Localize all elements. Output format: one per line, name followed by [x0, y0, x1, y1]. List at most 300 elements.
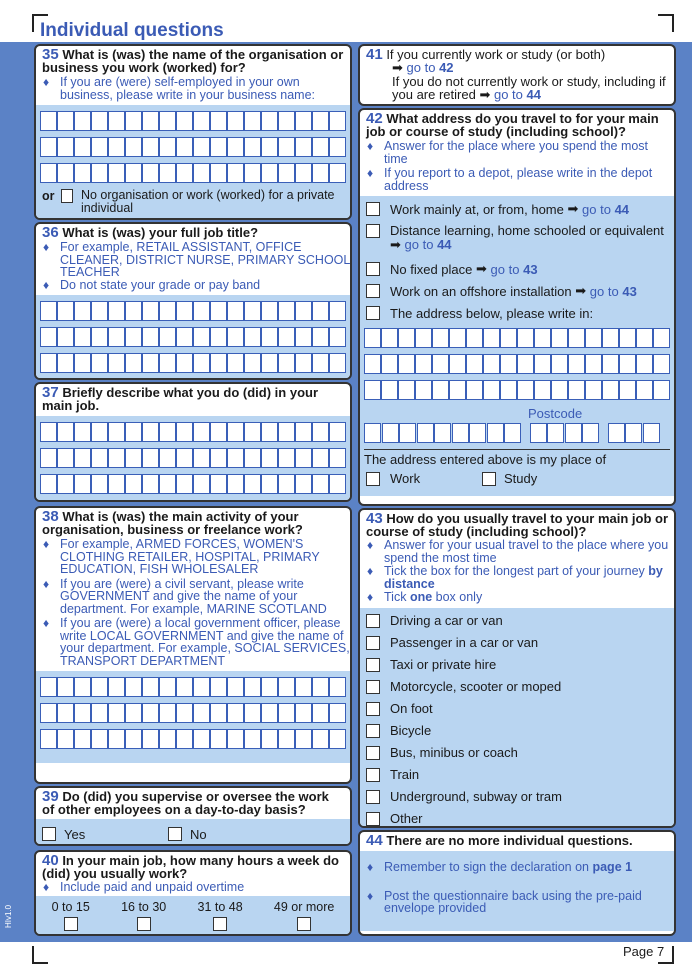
study-checkbox[interactable]: [482, 472, 496, 486]
character-box[interactable]: [547, 423, 564, 443]
character-box[interactable]: [312, 729, 329, 749]
character-box[interactable]: [483, 354, 500, 374]
character-box[interactable]: [625, 423, 642, 443]
character-box[interactable]: [193, 448, 210, 468]
character-box[interactable]: [261, 703, 278, 723]
character-box[interactable]: [227, 111, 244, 131]
character-box[interactable]: [415, 354, 432, 374]
character-box[interactable]: [159, 327, 176, 347]
character-box[interactable]: [568, 380, 585, 400]
character-box[interactable]: [57, 163, 74, 183]
character-box[interactable]: [398, 328, 415, 348]
character-box[interactable]: [57, 703, 74, 723]
character-box[interactable]: [108, 137, 125, 157]
character-box[interactable]: [91, 729, 108, 749]
character-box[interactable]: [125, 729, 142, 749]
character-box[interactable]: [244, 327, 261, 347]
character-box[interactable]: [483, 328, 500, 348]
checkbox[interactable]: [366, 262, 380, 276]
character-box[interactable]: [312, 677, 329, 697]
character-box[interactable]: [125, 327, 142, 347]
character-box[interactable]: [74, 301, 91, 321]
character-box[interactable]: [176, 422, 193, 442]
character-box[interactable]: [57, 301, 74, 321]
character-box[interactable]: [329, 111, 346, 131]
character-box[interactable]: [329, 422, 346, 442]
character-box[interactable]: [125, 111, 142, 131]
character-box[interactable]: [40, 327, 57, 347]
character-box[interactable]: [602, 328, 619, 348]
character-box[interactable]: [40, 163, 57, 183]
character-box[interactable]: [142, 137, 159, 157]
character-box[interactable]: [261, 677, 278, 697]
checkbox[interactable]: [366, 746, 380, 760]
character-box[interactable]: [74, 677, 91, 697]
character-box[interactable]: [159, 353, 176, 373]
option-address-below[interactable]: The address below, please write in:: [360, 302, 674, 324]
character-box[interactable]: [74, 422, 91, 442]
character-box[interactable]: [57, 448, 74, 468]
character-box[interactable]: [551, 354, 568, 374]
character-box[interactable]: [295, 301, 312, 321]
character-box[interactable]: [176, 301, 193, 321]
travel-option[interactable]: Passenger in a car or van: [360, 632, 674, 654]
character-box[interactable]: [91, 163, 108, 183]
character-box[interactable]: [312, 327, 329, 347]
character-box[interactable]: [159, 703, 176, 723]
character-box[interactable]: [227, 163, 244, 183]
character-box[interactable]: [312, 703, 329, 723]
character-box[interactable]: [568, 328, 585, 348]
character-box[interactable]: [329, 327, 346, 347]
character-box[interactable]: [295, 729, 312, 749]
character-box[interactable]: [40, 474, 57, 494]
character-box[interactable]: [278, 703, 295, 723]
character-box[interactable]: [244, 677, 261, 697]
character-box[interactable]: [487, 423, 504, 443]
character-box[interactable]: [278, 677, 295, 697]
character-box[interactable]: [108, 729, 125, 749]
write-in-row[interactable]: [36, 703, 350, 723]
character-box[interactable]: [40, 448, 57, 468]
option-distance-learning[interactable]: Distance learning, home schooled or equivalent ➡ go to 44: [360, 220, 674, 254]
character-box[interactable]: [312, 111, 329, 131]
character-box[interactable]: [534, 380, 551, 400]
character-box[interactable]: [125, 422, 142, 442]
character-box[interactable]: [432, 328, 449, 348]
character-box[interactable]: [295, 137, 312, 157]
character-box[interactable]: [159, 448, 176, 468]
character-box[interactable]: [159, 422, 176, 442]
work-checkbox[interactable]: [366, 472, 380, 486]
checkbox[interactable]: [366, 812, 380, 826]
character-box[interactable]: [210, 474, 227, 494]
character-box[interactable]: [176, 163, 193, 183]
character-box[interactable]: [329, 474, 346, 494]
character-box[interactable]: [398, 380, 415, 400]
character-box[interactable]: [159, 474, 176, 494]
hours-option[interactable]: 16 to 30: [121, 900, 166, 936]
character-box[interactable]: [278, 163, 295, 183]
checkbox[interactable]: [366, 702, 380, 716]
character-box[interactable]: [142, 111, 159, 131]
character-box[interactable]: [125, 301, 142, 321]
travel-option[interactable]: Bicycle: [360, 720, 674, 742]
travel-option[interactable]: Other: [360, 808, 674, 829]
checkbox[interactable]: [366, 284, 380, 298]
character-box[interactable]: [602, 354, 619, 374]
character-box[interactable]: [125, 163, 142, 183]
character-box[interactable]: [142, 422, 159, 442]
character-box[interactable]: [619, 354, 636, 374]
checkbox[interactable]: [366, 614, 380, 628]
character-box[interactable]: [193, 677, 210, 697]
character-box[interactable]: [329, 163, 346, 183]
character-box[interactable]: [142, 301, 159, 321]
write-in-row[interactable]: [36, 111, 350, 131]
character-box[interactable]: [159, 111, 176, 131]
character-box[interactable]: [329, 137, 346, 157]
character-box[interactable]: [449, 354, 466, 374]
character-box[interactable]: [210, 163, 227, 183]
character-box[interactable]: [434, 423, 451, 443]
character-box[interactable]: [295, 327, 312, 347]
character-box[interactable]: [227, 327, 244, 347]
character-box[interactable]: [210, 301, 227, 321]
character-box[interactable]: [159, 163, 176, 183]
character-box[interactable]: [159, 677, 176, 697]
character-box[interactable]: [244, 448, 261, 468]
character-box[interactable]: [278, 474, 295, 494]
character-box[interactable]: [534, 354, 551, 374]
character-box[interactable]: [91, 448, 108, 468]
character-box[interactable]: [57, 422, 74, 442]
character-box[interactable]: [40, 677, 57, 697]
character-box[interactable]: [91, 703, 108, 723]
character-box[interactable]: [364, 354, 381, 374]
character-box[interactable]: [227, 422, 244, 442]
write-in-row[interactable]: [36, 353, 350, 373]
hours-checkbox[interactable]: [137, 917, 151, 931]
character-box[interactable]: [568, 354, 585, 374]
character-box[interactable]: [244, 474, 261, 494]
character-box[interactable]: [74, 327, 91, 347]
character-box[interactable]: [261, 301, 278, 321]
travel-option[interactable]: Bus, minibus or coach: [360, 742, 674, 764]
character-box[interactable]: [142, 327, 159, 347]
hours-checkbox[interactable]: [64, 917, 78, 931]
character-box[interactable]: [210, 422, 227, 442]
travel-option[interactable]: Motorcycle, scooter or moped: [360, 676, 674, 698]
character-box[interactable]: [261, 111, 278, 131]
character-box[interactable]: [176, 137, 193, 157]
character-box[interactable]: [74, 353, 91, 373]
character-box[interactable]: [466, 328, 483, 348]
character-box[interactable]: [278, 111, 295, 131]
address-row[interactable]: [360, 328, 674, 348]
character-box[interactable]: [312, 422, 329, 442]
character-box[interactable]: [449, 380, 466, 400]
character-box[interactable]: [108, 327, 125, 347]
checkbox[interactable]: [366, 202, 380, 216]
postcode-row[interactable]: [360, 423, 674, 443]
character-box[interactable]: [530, 423, 547, 443]
character-box[interactable]: [125, 448, 142, 468]
write-in-row[interactable]: [36, 137, 350, 157]
character-box[interactable]: [142, 448, 159, 468]
character-box[interactable]: [210, 137, 227, 157]
travel-option[interactable]: Taxi or private hire: [360, 654, 674, 676]
character-box[interactable]: [636, 354, 653, 374]
character-box[interactable]: [295, 353, 312, 373]
character-box[interactable]: [91, 137, 108, 157]
hours-option[interactable]: 49 or more: [274, 900, 334, 936]
character-box[interactable]: [500, 354, 517, 374]
character-box[interactable]: [227, 137, 244, 157]
checkbox[interactable]: [366, 636, 380, 650]
character-box[interactable]: [417, 423, 434, 443]
character-box[interactable]: [57, 137, 74, 157]
character-box[interactable]: [278, 353, 295, 373]
character-box[interactable]: [364, 423, 381, 443]
character-box[interactable]: [295, 163, 312, 183]
character-box[interactable]: [91, 301, 108, 321]
character-box[interactable]: [517, 380, 534, 400]
character-box[interactable]: [483, 380, 500, 400]
address-row[interactable]: [360, 380, 674, 400]
character-box[interactable]: [227, 448, 244, 468]
character-box[interactable]: [261, 353, 278, 373]
character-box[interactable]: [91, 422, 108, 442]
character-box[interactable]: [261, 327, 278, 347]
character-box[interactable]: [278, 301, 295, 321]
travel-option[interactable]: Underground, subway or tram: [360, 786, 674, 808]
checkbox[interactable]: [366, 790, 380, 804]
character-box[interactable]: [108, 448, 125, 468]
character-box[interactable]: [619, 328, 636, 348]
character-box[interactable]: [74, 137, 91, 157]
character-box[interactable]: [381, 354, 398, 374]
character-box[interactable]: [108, 301, 125, 321]
character-box[interactable]: [210, 111, 227, 131]
character-box[interactable]: [278, 422, 295, 442]
character-box[interactable]: [142, 353, 159, 373]
character-box[interactable]: [159, 137, 176, 157]
character-box[interactable]: [244, 111, 261, 131]
character-box[interactable]: [176, 111, 193, 131]
character-box[interactable]: [244, 729, 261, 749]
character-box[interactable]: [57, 353, 74, 373]
character-box[interactable]: [74, 474, 91, 494]
character-box[interactable]: [91, 474, 108, 494]
character-box[interactable]: [312, 163, 329, 183]
character-box[interactable]: [517, 354, 534, 374]
character-box[interactable]: [210, 703, 227, 723]
checkbox[interactable]: [366, 658, 380, 672]
character-box[interactable]: [74, 163, 91, 183]
character-box[interactable]: [108, 474, 125, 494]
character-box[interactable]: [57, 111, 74, 131]
character-box[interactable]: [227, 677, 244, 697]
character-box[interactable]: [312, 301, 329, 321]
character-box[interactable]: [466, 354, 483, 374]
address-row[interactable]: [360, 354, 674, 374]
character-box[interactable]: [466, 380, 483, 400]
character-box[interactable]: [193, 163, 210, 183]
character-box[interactable]: [40, 353, 57, 373]
character-box[interactable]: [364, 380, 381, 400]
character-box[interactable]: [40, 422, 57, 442]
character-box[interactable]: [108, 677, 125, 697]
character-box[interactable]: [452, 423, 469, 443]
character-box[interactable]: [278, 327, 295, 347]
character-box[interactable]: [295, 111, 312, 131]
checkbox[interactable]: [366, 680, 380, 694]
character-box[interactable]: [415, 380, 432, 400]
character-box[interactable]: [381, 380, 398, 400]
character-box[interactable]: [329, 677, 346, 697]
character-box[interactable]: [244, 137, 261, 157]
character-box[interactable]: [193, 703, 210, 723]
write-in-row[interactable]: [36, 327, 350, 347]
character-box[interactable]: [415, 328, 432, 348]
character-box[interactable]: [329, 703, 346, 723]
character-box[interactable]: [227, 474, 244, 494]
character-box[interactable]: [381, 328, 398, 348]
character-box[interactable]: [142, 474, 159, 494]
character-box[interactable]: [500, 328, 517, 348]
character-box[interactable]: [91, 353, 108, 373]
character-box[interactable]: [176, 703, 193, 723]
character-box[interactable]: [142, 677, 159, 697]
character-box[interactable]: [193, 353, 210, 373]
character-box[interactable]: [142, 729, 159, 749]
character-box[interactable]: [585, 354, 602, 374]
character-box[interactable]: [227, 301, 244, 321]
character-box[interactable]: [176, 353, 193, 373]
character-box[interactable]: [210, 448, 227, 468]
checkbox[interactable]: [366, 768, 380, 782]
character-box[interactable]: [244, 353, 261, 373]
character-box[interactable]: [108, 111, 125, 131]
character-box[interactable]: [278, 729, 295, 749]
character-box[interactable]: [159, 729, 176, 749]
character-box[interactable]: [125, 353, 142, 373]
character-box[interactable]: [295, 422, 312, 442]
character-box[interactable]: [176, 474, 193, 494]
character-box[interactable]: [585, 328, 602, 348]
character-box[interactable]: [108, 353, 125, 373]
character-box[interactable]: [261, 729, 278, 749]
character-box[interactable]: [193, 729, 210, 749]
character-box[interactable]: [278, 137, 295, 157]
character-box[interactable]: [329, 353, 346, 373]
character-box[interactable]: [159, 301, 176, 321]
character-box[interactable]: [74, 111, 91, 131]
character-box[interactable]: [608, 423, 625, 443]
character-box[interactable]: [565, 423, 582, 443]
character-box[interactable]: [74, 703, 91, 723]
write-in-row[interactable]: [36, 677, 350, 697]
character-box[interactable]: [227, 353, 244, 373]
checkbox[interactable]: [366, 724, 380, 738]
character-box[interactable]: [643, 423, 660, 443]
character-box[interactable]: [504, 423, 521, 443]
character-box[interactable]: [210, 677, 227, 697]
character-box[interactable]: [210, 327, 227, 347]
character-box[interactable]: [176, 327, 193, 347]
character-box[interactable]: [125, 137, 142, 157]
character-box[interactable]: [449, 328, 466, 348]
character-box[interactable]: [295, 474, 312, 494]
character-box[interactable]: [653, 380, 670, 400]
option-offshore[interactable]: Work on an offshore installation ➡ go to 43: [360, 280, 674, 302]
character-box[interactable]: [278, 448, 295, 468]
character-box[interactable]: [636, 380, 653, 400]
character-box[interactable]: [91, 111, 108, 131]
character-box[interactable]: [193, 137, 210, 157]
character-box[interactable]: [57, 729, 74, 749]
write-in-row[interactable]: [36, 729, 350, 749]
character-box[interactable]: [517, 328, 534, 348]
character-box[interactable]: [57, 474, 74, 494]
character-box[interactable]: [176, 729, 193, 749]
character-box[interactable]: [74, 729, 91, 749]
write-in-row[interactable]: [36, 301, 350, 321]
write-in-row[interactable]: [36, 474, 350, 494]
character-box[interactable]: [312, 137, 329, 157]
character-box[interactable]: [398, 354, 415, 374]
character-box[interactable]: [244, 163, 261, 183]
character-box[interactable]: [295, 677, 312, 697]
option-no-fixed-place[interactable]: No fixed place ➡ go to 43: [360, 258, 674, 280]
character-box[interactable]: [244, 301, 261, 321]
character-box[interactable]: [91, 677, 108, 697]
character-box[interactable]: [227, 703, 244, 723]
character-box[interactable]: [636, 328, 653, 348]
travel-option[interactable]: Train: [360, 764, 674, 786]
character-box[interactable]: [244, 422, 261, 442]
no-checkbox[interactable]: [168, 827, 182, 841]
character-box[interactable]: [142, 163, 159, 183]
travel-option[interactable]: Driving a car or van: [360, 610, 674, 632]
character-box[interactable]: [534, 328, 551, 348]
character-box[interactable]: [329, 448, 346, 468]
checkbox[interactable]: [366, 306, 380, 320]
write-in-row[interactable]: [36, 448, 350, 468]
character-box[interactable]: [261, 448, 278, 468]
character-box[interactable]: [210, 353, 227, 373]
character-box[interactable]: [210, 729, 227, 749]
character-box[interactable]: [261, 422, 278, 442]
hours-option[interactable]: 31 to 48: [198, 900, 243, 936]
character-box[interactable]: [193, 111, 210, 131]
character-box[interactable]: [108, 422, 125, 442]
checkbox[interactable]: [366, 224, 380, 238]
character-box[interactable]: [40, 111, 57, 131]
character-box[interactable]: [193, 422, 210, 442]
character-box[interactable]: [193, 327, 210, 347]
character-box[interactable]: [585, 380, 602, 400]
character-box[interactable]: [432, 380, 449, 400]
character-box[interactable]: [312, 474, 329, 494]
character-box[interactable]: [40, 137, 57, 157]
character-box[interactable]: [125, 474, 142, 494]
character-box[interactable]: [500, 380, 517, 400]
character-box[interactable]: [364, 328, 381, 348]
character-box[interactable]: [602, 380, 619, 400]
hours-checkbox[interactable]: [297, 917, 311, 931]
